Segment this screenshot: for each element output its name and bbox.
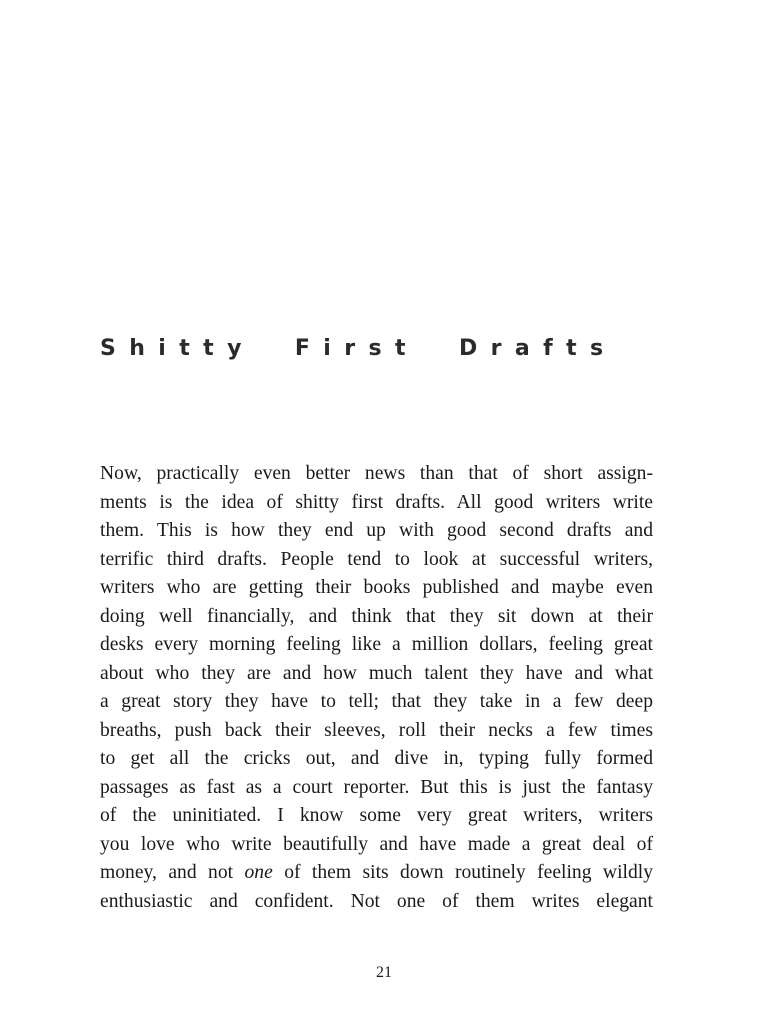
text-line: terrific third drafts. People tend to look at successful writers, xyxy=(100,548,653,570)
chapter-title: Shitty First Drafts xyxy=(100,336,617,361)
text-line: ments is the idea of shitty first drafts. All good writers write xyxy=(100,491,653,513)
body-paragraph xyxy=(100,460,653,916)
text-line: of the uninitiated. I know some very great writers, writers xyxy=(100,805,653,826)
text-line: to get all the cricks out, and dive in, typing fully formed xyxy=(100,748,653,769)
text-line: breaths, push back their sleeves, roll their necks a few times xyxy=(100,719,653,741)
text-line: Now, practically even better news than that of short assign- xyxy=(100,463,653,484)
text-line: about who they are and how much talent they have and what xyxy=(100,662,653,684)
text-line: writers who are getting their books published and maybe even xyxy=(100,577,653,598)
text-line: you love who write beautifully and have made a great deal of xyxy=(100,833,653,855)
text-line: doing well financially, and think that they sit down at their xyxy=(100,605,653,627)
page-number: 21 xyxy=(376,964,392,981)
text-line-with-italic xyxy=(100,859,653,888)
text-segment: money, and not xyxy=(100,862,245,883)
text-line: a great story they have to tell; that they take in a few deep xyxy=(100,691,653,712)
text-line: passages as fast as a court reporter. But this is just the fantasy xyxy=(100,776,653,798)
text-line: enthusiastic and confident. Not one of them writes elegant xyxy=(100,890,653,912)
text-line: them. This is how they end up with good second drafts and xyxy=(100,520,653,541)
text-line: desks every morning feeling like a million dollars, feeling great xyxy=(100,634,653,655)
text-segment: of them sits down routinely feeling wildly xyxy=(272,862,654,883)
italic-emphasis: one xyxy=(244,862,273,883)
